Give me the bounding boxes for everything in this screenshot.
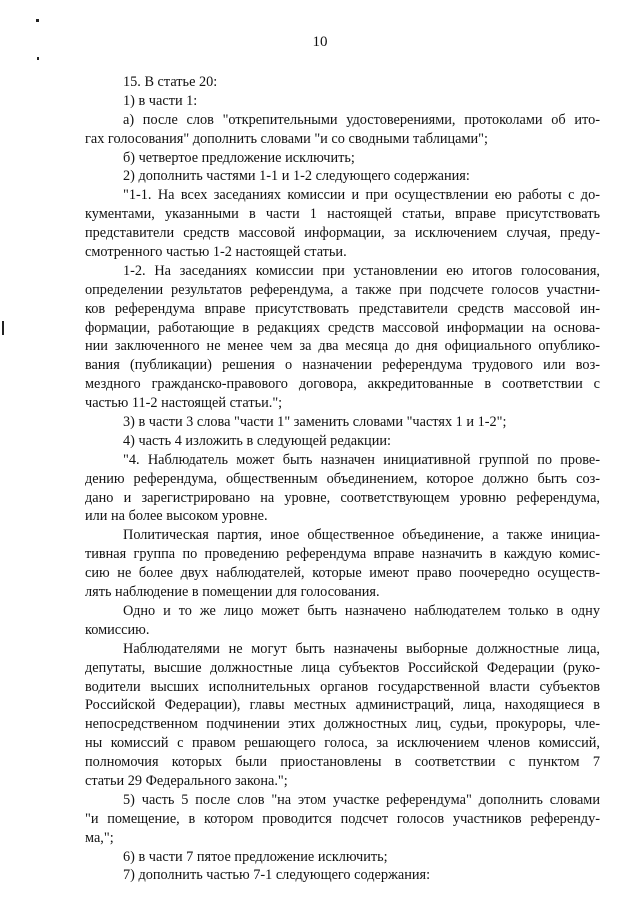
text-line: гах голосования" дополнить словами "и со сводными таблицами";	[85, 130, 488, 147]
text-line: Наблюдателями не могут быть назначены выборные должностные лица,	[123, 640, 600, 657]
scan-mark-dot	[37, 57, 39, 60]
text-line: "и помещение, в котором проводится подсчет голосов участников референду-	[85, 810, 600, 827]
text-line: 5) часть 5 после слов "на этом участке референдума" дополнить словами	[123, 791, 600, 808]
scan-mark-dot	[36, 19, 39, 22]
text-line: Одно и то же лицо может быть назначено наблюдателем только в одну	[123, 602, 600, 619]
text-line: Российской Федерации), главы местных администраций, лица, находящиеся в	[85, 697, 600, 714]
scan-mark-margin	[2, 321, 4, 335]
page-number: 10	[312, 34, 328, 50]
text-line: тивная группа по проведению референдума вправе назначить в каждую комис-	[85, 546, 600, 563]
text-line: или на более высоком уровне.	[85, 508, 268, 525]
text-line: 6) в части 7 пятое предложение исключить;	[123, 848, 388, 865]
text-line: непосредственном подчинении этих должностных лиц, судьи, прокуроры, чле-	[85, 716, 600, 733]
document-body	[85, 73, 600, 885]
text-line: "1-1. На всех заседаниях комиссии и при осуществлении ею работы с до-	[123, 187, 600, 204]
text-line: 2) дополнить частями 1-1 и 1-2 следующего содержания:	[123, 168, 470, 185]
text-line: полномочия которых были приостановлены в соответствии с пунктом 7	[85, 754, 600, 771]
text-line: "4. Наблюдатель может быть назначен инициативной группой по прове-	[123, 451, 600, 468]
text-line: комиссию.	[85, 621, 150, 638]
text-line: определении результатов референдума, а также при подсчете голосов участни-	[85, 281, 600, 298]
text-line: дению референдума, общественным объединением, которое должно быть соз-	[85, 470, 600, 487]
text-line: вания (публикации) решения о назначении референдума трудового или воз-	[85, 357, 600, 374]
text-line: 3) в части 3 слова "части 1" заменить словами "частях 1 и 1-2";	[123, 414, 507, 431]
text-line: Политическая партия, иное общественное объединение, а также инициа-	[123, 527, 600, 544]
text-line: 15. В статье 20:	[123, 74, 218, 90]
text-line: кументами, указанными в части 1 настоящей статьи, вправе присутствовать	[85, 206, 600, 223]
text-line: 7) дополнить частью 7-1 следующего содержания:	[123, 867, 431, 884]
text-line: дано и зарегистрировано на уровне, соответствующем уровню референдума,	[85, 489, 600, 506]
text-line: 4) часть 4 изложить в следующей редакции:	[123, 432, 391, 449]
text-line: ны комиссий с правом решающего голоса, за исключением членов комиссий,	[85, 735, 600, 752]
text-line: нии заключенного не менее чем за два месяца до дня официального опублико-	[85, 338, 600, 355]
text-line: смотренного частью 1-2 настоящей статьи.	[85, 244, 347, 261]
text-line: водители высших исполнительных органов государственной власти субъектов	[85, 678, 600, 695]
text-line: частью 11-2 настоящей статьи.";	[85, 395, 283, 412]
text-line: статьи 29 Федерального закона.";	[85, 772, 288, 789]
text-line: ков референдума вправе присутствовать представители средств массовой ин-	[85, 300, 600, 317]
text-line: сию не более двух наблюдателей, которые имеют право поочередно осуществ-	[85, 565, 600, 582]
text-line: формации, работающие в редакциях средств массовой информации на основа-	[85, 319, 600, 336]
text-line: лять наблюдение в помещении для голосования.	[85, 584, 380, 601]
text-line: 1-2. На заседаниях комиссии при установлении ею итогов голосования,	[123, 262, 600, 279]
text-line: 1) в части 1:	[123, 92, 198, 109]
text-line: ма,";	[85, 829, 114, 846]
text-line: мездного гражданско-правового договора, аккредитованные в соответствии с	[85, 376, 600, 393]
text-line: депутаты, высшие должностные лица субъектов Российской Федерации (руко-	[85, 659, 600, 676]
text-line: а) после слов "открепительными удостоверениями, протоколами об ито-	[123, 111, 600, 128]
text-line: б) четвертое предложение исключить;	[123, 149, 355, 166]
text-line: представители средств массовой информации, за исключением случая, преду-	[85, 225, 600, 242]
